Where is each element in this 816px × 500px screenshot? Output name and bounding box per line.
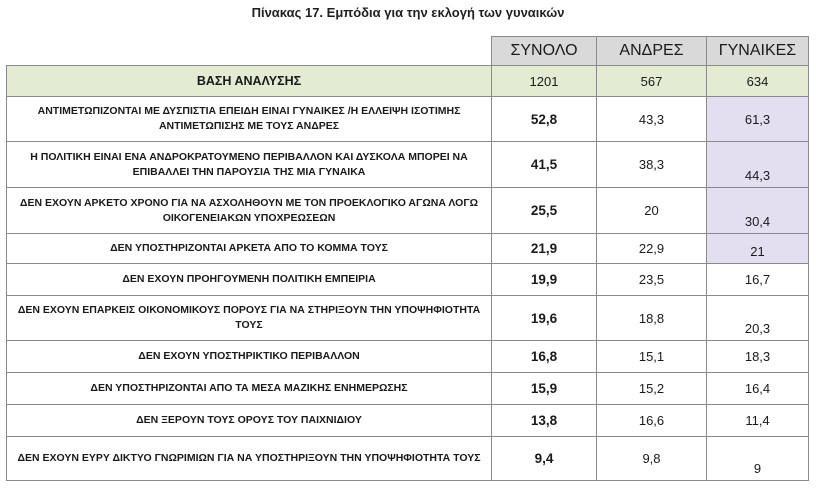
column-header-total: ΣΥΝΟΛΟ <box>492 37 597 66</box>
row-men: 38,3 <box>597 142 707 188</box>
row-label: ΔΕΝ ΕΧΟΥΝ ΕΠΑΡΚΕΙΣ ΟΙΚΟΝΟΜΙΚΟΥΣ ΠΟΡΟΥΣ ΓΙΑ ΝΑ ΣΤΗΡΙΞΟΥΝ ΤΗΝ ΥΠΟΨΗΦΙΟΤΗΤΑ ΤΟΥΣ <box>7 296 492 341</box>
base-total: 1201 <box>492 66 597 97</box>
row-total: 9,4 <box>492 437 597 481</box>
row-women: 44,3 <box>707 142 809 188</box>
row-label: ΔΕΝ ΞΕΡΟΥΝ ΤΟΥΣ ΟΡΟΥΣ ΤΟΥ ΠΑΙΧΝΙΔΙΟΥ <box>7 405 492 437</box>
row-total: 16,8 <box>492 341 597 373</box>
row-women: 18,3 <box>707 341 809 373</box>
row-men: 18,8 <box>597 296 707 341</box>
row-total: 15,9 <box>492 373 597 405</box>
base-women: 634 <box>707 66 809 97</box>
row-men: 23,5 <box>597 264 707 296</box>
row-total: 21,9 <box>492 234 597 264</box>
row-women: 20,3 <box>707 296 809 341</box>
table-row <box>7 142 809 188</box>
header-corner <box>7 37 492 66</box>
table-row <box>7 341 809 373</box>
column-header-men: ΑΝΔΡΕΣ <box>597 37 707 66</box>
row-men: 15,1 <box>597 341 707 373</box>
row-label: Η ΠΟΛΙΤΙΚΗ ΕΙΝΑΙ ΕΝΑ ΑΝΔΡΟΚΡΑΤΟΥΜΕΝΟ ΠΕΡΙΒΑΛΛΟΝ ΚΑΙ ΔΥΣΚΟΛΑ ΜΠΟΡΕΙ ΝΑ ΕΠΙΒΑΛΛΕΙ ΤΗΝ ΠΑΡΟΥΣΙΑ ΤΗΣ ΜΙΑ ΓΥΝΑΙΚΑ <box>7 142 492 188</box>
row-label: ΔΕΝ ΕΧΟΥΝ ΥΠΟΣΤΗΡΙΚΤΙΚΟ ΠΕΡΙΒΑΛΛΟΝ <box>7 341 492 373</box>
base-men: 567 <box>597 66 707 97</box>
table-title: Πίνακας 17. Εμπόδια για την εκλογή των γυναικών <box>251 5 565 20</box>
row-men: 20 <box>597 188 707 234</box>
table-row <box>7 296 809 341</box>
row-total: 41,5 <box>492 142 597 188</box>
row-women: 30,4 <box>707 188 809 234</box>
header-row <box>7 37 809 66</box>
row-women: 16,7 <box>707 264 809 296</box>
row-women: 61,3 <box>707 97 809 142</box>
table-row <box>7 97 809 142</box>
row-men: 43,3 <box>597 97 707 142</box>
row-total: 25,5 <box>492 188 597 234</box>
base-label: ΒΑΣΗ ΑΝΑΛΥΣΗΣ <box>7 66 492 97</box>
row-men: 16,6 <box>597 405 707 437</box>
row-label: ΔΕΝ ΥΠΟΣΤΗΡΙΖΟΝΤΑΙ ΑΠΟ ΤΑ ΜΕΣΑ ΜΑΖΙΚΗΣ ΕΝΗΜΕΡΩΣΗΣ <box>7 373 492 405</box>
table-row <box>7 234 809 264</box>
row-label: ΔΕΝ ΕΧΟΥΝ ΠΡΟΗΓΟΥΜΕΝΗ ΠΟΛΙΤΙΚΗ ΕΜΠΕΙΡΙΑ <box>7 264 492 296</box>
row-label: ΔΕΝ ΕΧΟΥΝ ΕΥΡΥ ΔΙΚΤΥΟ ΓΝΩΡΙΜΙΩΝ ΓΙΑ ΝΑ ΥΠΟΣΤΗΡΙΞΟΥΝ ΤΗΝ ΥΠΟΨΗΦΙΟΤΗΤΑ ΤΟΥΣ <box>7 437 492 481</box>
table-row <box>7 405 809 437</box>
row-total: 52,8 <box>492 97 597 142</box>
row-total: 13,8 <box>492 405 597 437</box>
row-women: 16,4 <box>707 373 809 405</box>
table-row <box>7 188 809 234</box>
row-women: 9 <box>707 437 809 481</box>
row-label: ΔΕΝ ΥΠΟΣΤΗΡΙΖΟΝΤΑΙ ΑΡΚΕΤΑ ΑΠΟ ΤΟ ΚΟΜΜΑ ΤΟΥΣ <box>7 234 492 264</box>
row-label: ΑΝΤΙΜΕΤΩΠΙΖΟΝΤΑΙ ΜΕ ΔΥΣΠΙΣΤΙΑ ΕΠΕΙΔΗ ΕΙΝΑΙ ΓΥΝΑΙΚΕΣ /Η ΕΛΛΕΙΨΗ ΙΣΟΤΙΜΗΣ ΑΝΤΙΜΕΤΩΠΙΣΗΣ ΜΕ ΤΟΥΣ ΑΝΔΡΕΣ <box>7 97 492 142</box>
table-row <box>7 373 809 405</box>
row-total: 19,6 <box>492 296 597 341</box>
obstacles-table <box>6 36 809 481</box>
table-row <box>7 264 809 296</box>
row-men: 22,9 <box>597 234 707 264</box>
row-men: 9,8 <box>597 437 707 481</box>
table-row <box>7 437 809 481</box>
row-women: 11,4 <box>707 405 809 437</box>
column-header-women: ΓΥΝΑΙΚΕΣ <box>707 37 809 66</box>
row-label: ΔΕΝ ΕΧΟΥΝ ΑΡΚΕΤΟ ΧΡΟΝΟ ΓΙΑ ΝΑ ΑΣΧΟΛΗΘΟΥΝ ΜΕ ΤΟΝ ΠΡΟΕΚΛΟΓΙΚΟ ΑΓΩΝΑ ΛΟΓΩ ΟΙΚΟΓΕΝΕΙΑΚΩΝ ΥΠΟΧΡΕΩΣΕΩΝ <box>7 188 492 234</box>
base-row <box>7 66 809 97</box>
row-women: 21 <box>707 234 809 264</box>
row-men: 15,2 <box>597 373 707 405</box>
row-total: 19,9 <box>492 264 597 296</box>
